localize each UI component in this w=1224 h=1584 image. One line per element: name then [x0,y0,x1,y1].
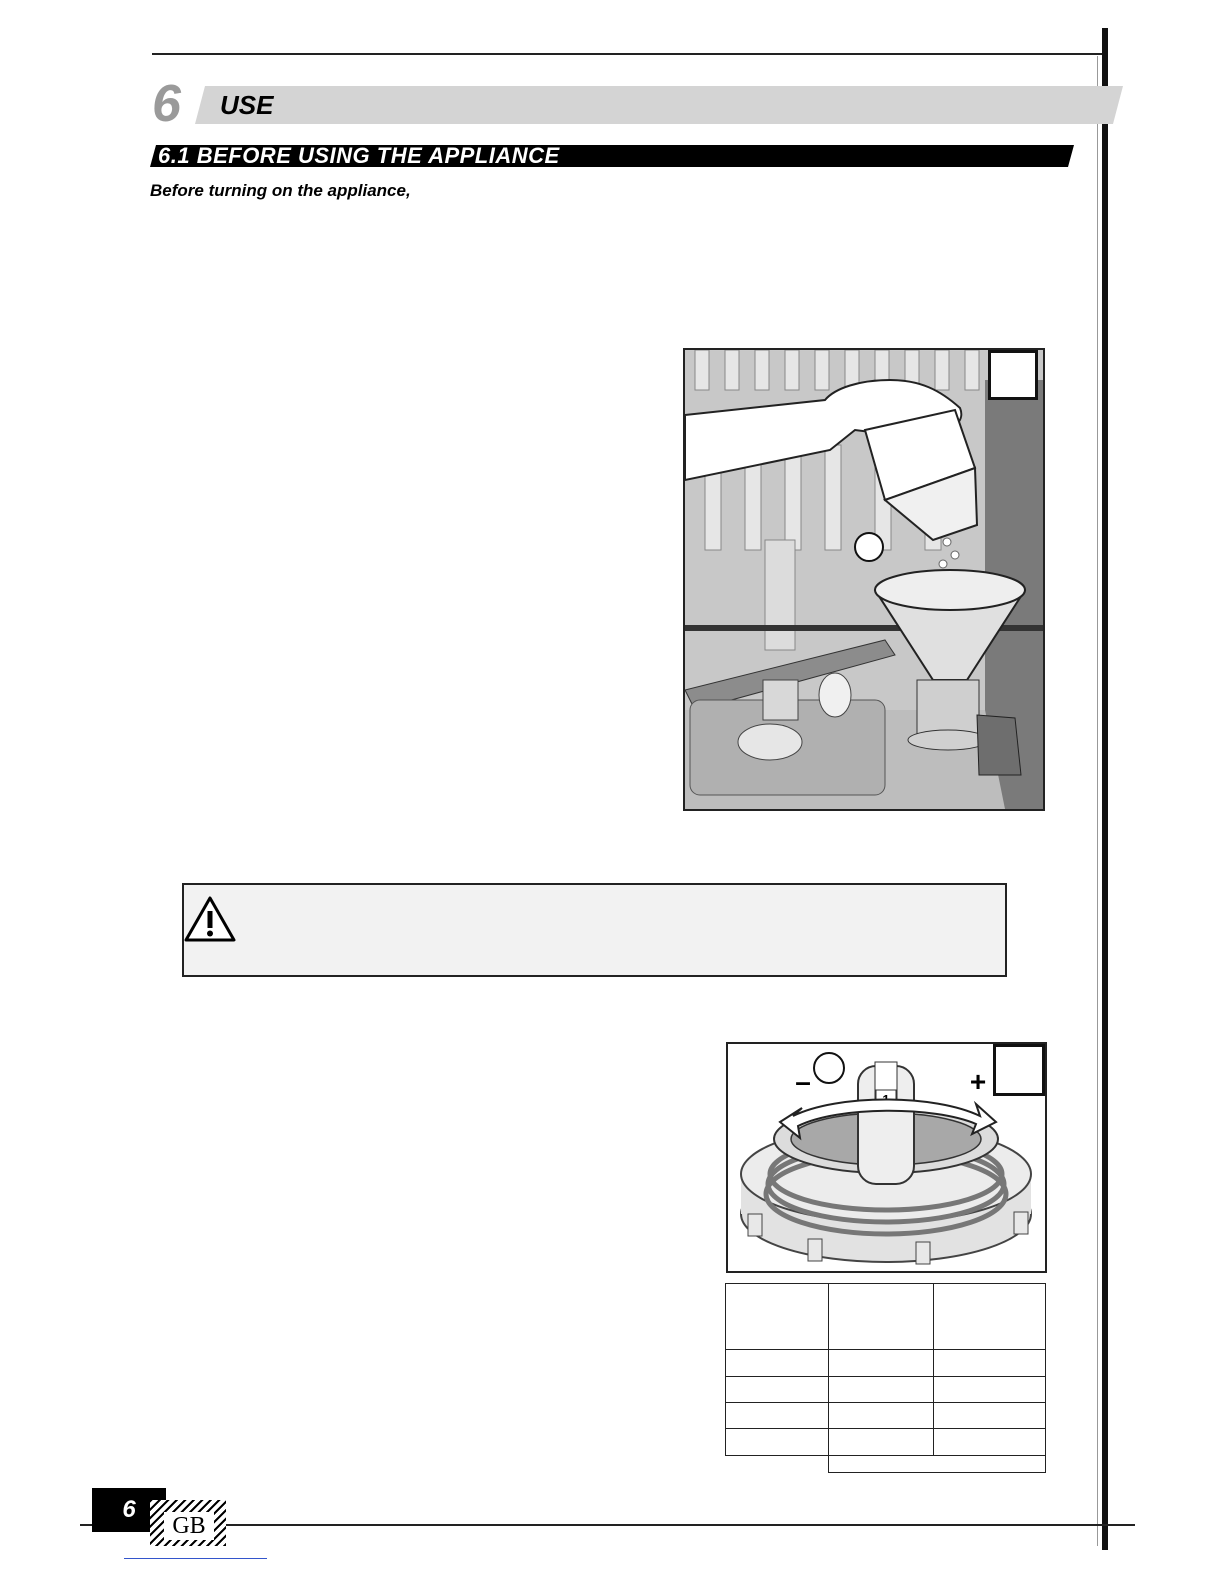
callout-circle-a [855,533,883,561]
page-edge-bar [1102,28,1108,1550]
page-number: 6 [92,1488,166,1532]
chapter-header-band [195,86,1123,124]
chapter-number: 6 [152,75,181,133]
table-grid [725,1283,1048,1475]
warning-box [182,883,1007,977]
page-edge-thin-line [1097,56,1098,1546]
top-rule [152,53,1102,55]
figure-tag-box-2 [993,1044,1045,1096]
salt-loading-illustration [685,350,1043,809]
warning-triangle-icon [184,895,236,943]
section-title: 6.1 BEFORE USING THE APPLIANCE [158,143,560,168]
minus-label: – [795,1066,811,1097]
intro-text: Before turning on the appliance, [150,181,411,200]
chapter-title: USE [220,90,274,120]
bottom-rule [80,1524,1135,1526]
figure-tag-box [988,350,1038,400]
hardness-table [725,1283,1048,1480]
link-underline[interactable] [124,1558,267,1559]
language-code: GB [164,1512,214,1540]
callout-circle-b [814,1053,844,1083]
figure-regulator-knob [726,1042,1047,1273]
figure-salt-loading [683,348,1045,811]
plus-label: + [969,1066,987,1097]
